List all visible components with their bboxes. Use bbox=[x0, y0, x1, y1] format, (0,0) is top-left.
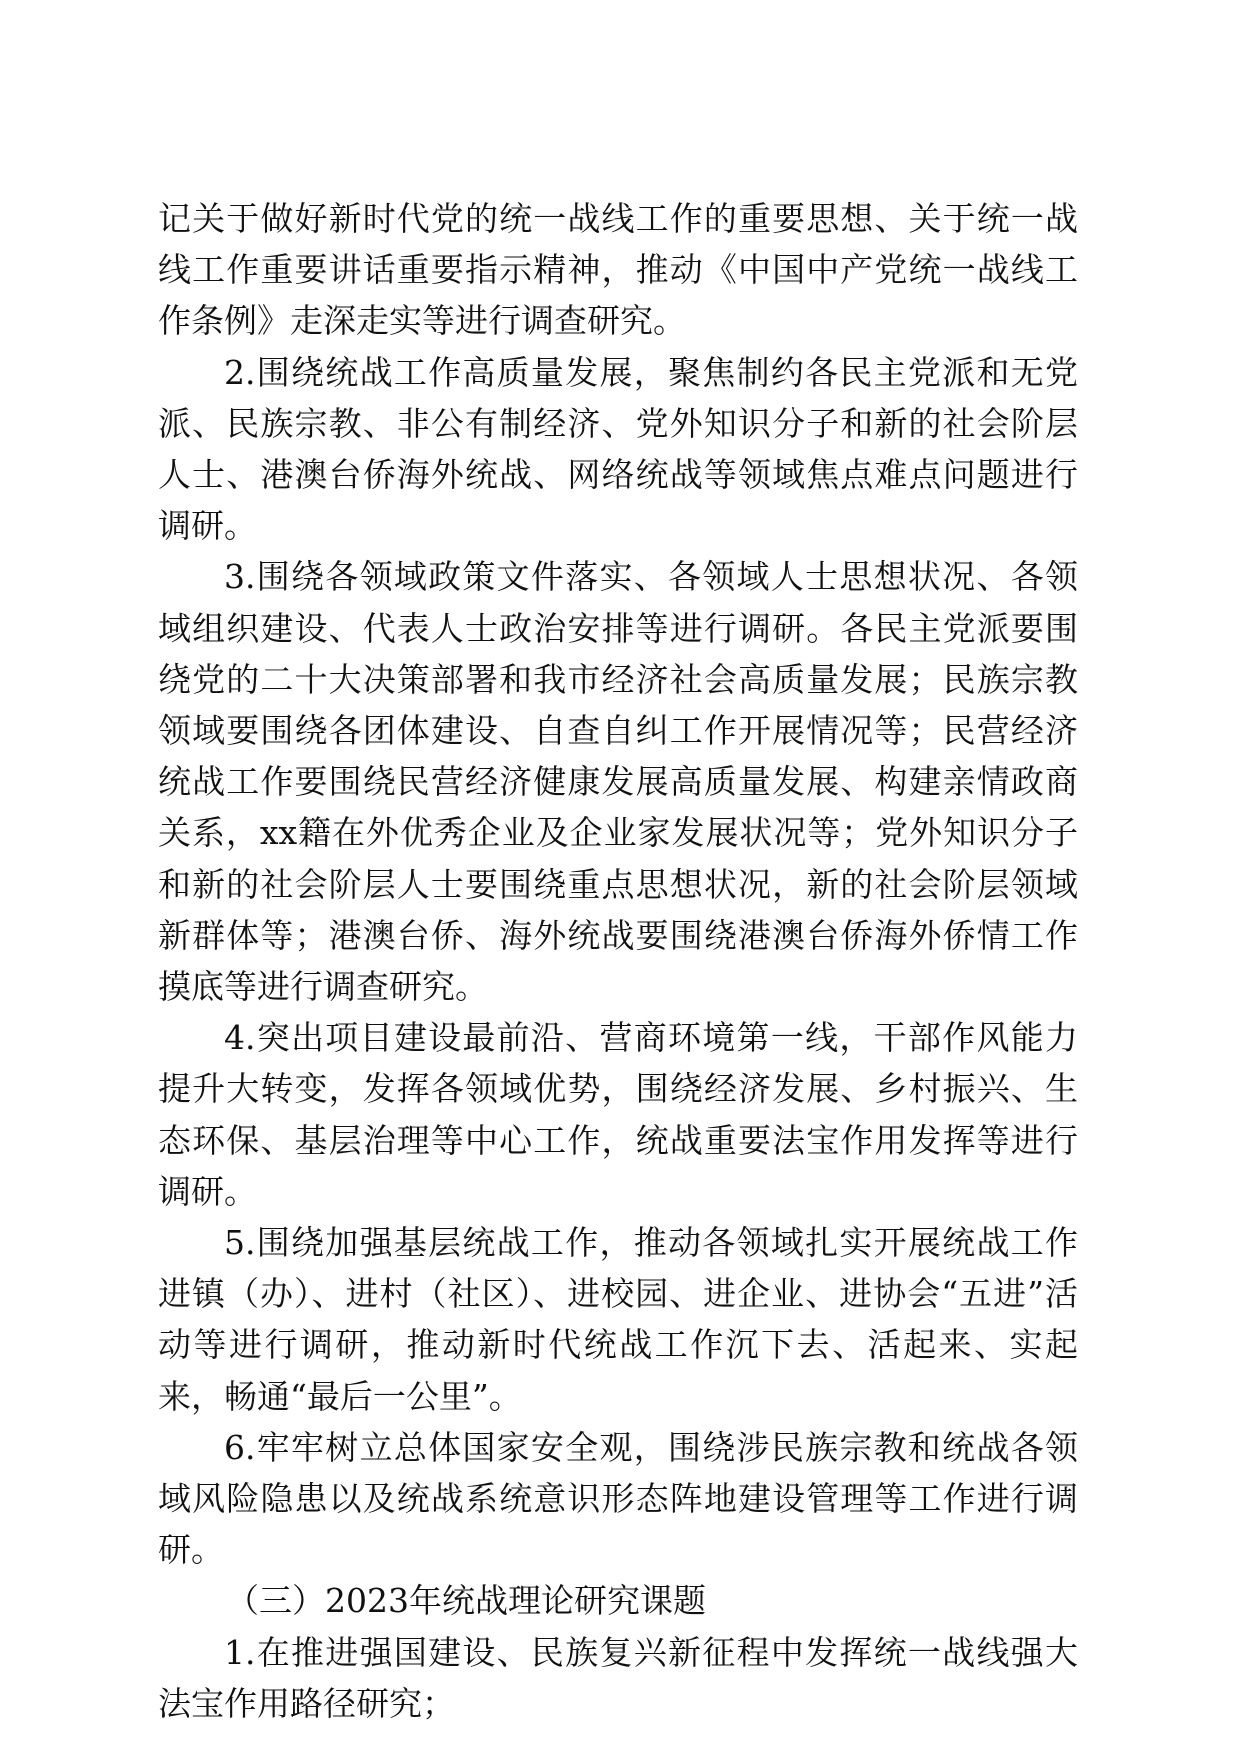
paragraph-item-3: 3.围绕各领域政策文件落实、各领域人士思想状况、各领域组织建设、代表人士政治安排等进行调研。各民主党派要围绕党的二十大决策部署和我市经济社会高质量发展；民族宗教领域要围绕各团体建设、自查自纠工作开展情况等；民营经济统战工作要围绕民营经济健康发展高质量发展、构建亲情政商关系，xx籍在外优秀企业及企业家发展状况等；党外知识分子和新的社会阶层人士要围绕重点思想状况，新的社会阶层领域新群体等；港澳台侨、海外统战要围绕港澳台侨海外侨情工作摸底等进行调查研究。 bbox=[158, 557, 1078, 1007]
paragraph-continuation: 记关于做好新时代党的统一战线工作的重要思想、关于统一战线工作重要讲话重要指示精神，推动《中国中产党统一战线工作条例》走深走实等进行调查研究。 bbox=[158, 199, 1078, 341]
paragraph-item-6: 6.牢牢树立总体国家安全观，围绕涉民族宗教和统战各领域风险隐患以及统战系统意识形态阵地建设管理等工作进行调研。 bbox=[158, 1427, 1078, 1570]
section-heading: （三）2023年统战理论研究课题 bbox=[226, 1581, 706, 1621]
paragraph-item-5: 5.围绕加强基层统战工作，推动各领域扎实开展统战工作进镇（办）、进村（社区）、进校园、进企业、进协会“五进”活动等进行调研，推动新时代统战工作沉下去、活起来、实起来，畅通“最后一公里”。 bbox=[158, 1223, 1078, 1416]
paragraph-item-4: 4.突出项目建设最前沿、营商环境第一线，干部作风能力提升大转变，发挥各领域优势，围绕经济发展、乡村振兴、生态环保、基层治理等中心工作，统战重要法宝作用发挥等进行调研。 bbox=[158, 1018, 1078, 1211]
paragraph-item-2: 2.围绕统战工作高质量发展，聚焦制约各民主党派和无党派、民族宗教、非公有制经济、党外知识分子和新的社会阶层人士、港澳台侨海外统战、网络统战等领域焦点难点问题进行调研。 bbox=[158, 352, 1078, 546]
document-body bbox=[158, 193, 1078, 1729]
paragraph-topic-1: 1.在推进强国建设、民族复兴新征程中发挥统一战线强大法宝作用路径研究； bbox=[158, 1632, 1078, 1723]
